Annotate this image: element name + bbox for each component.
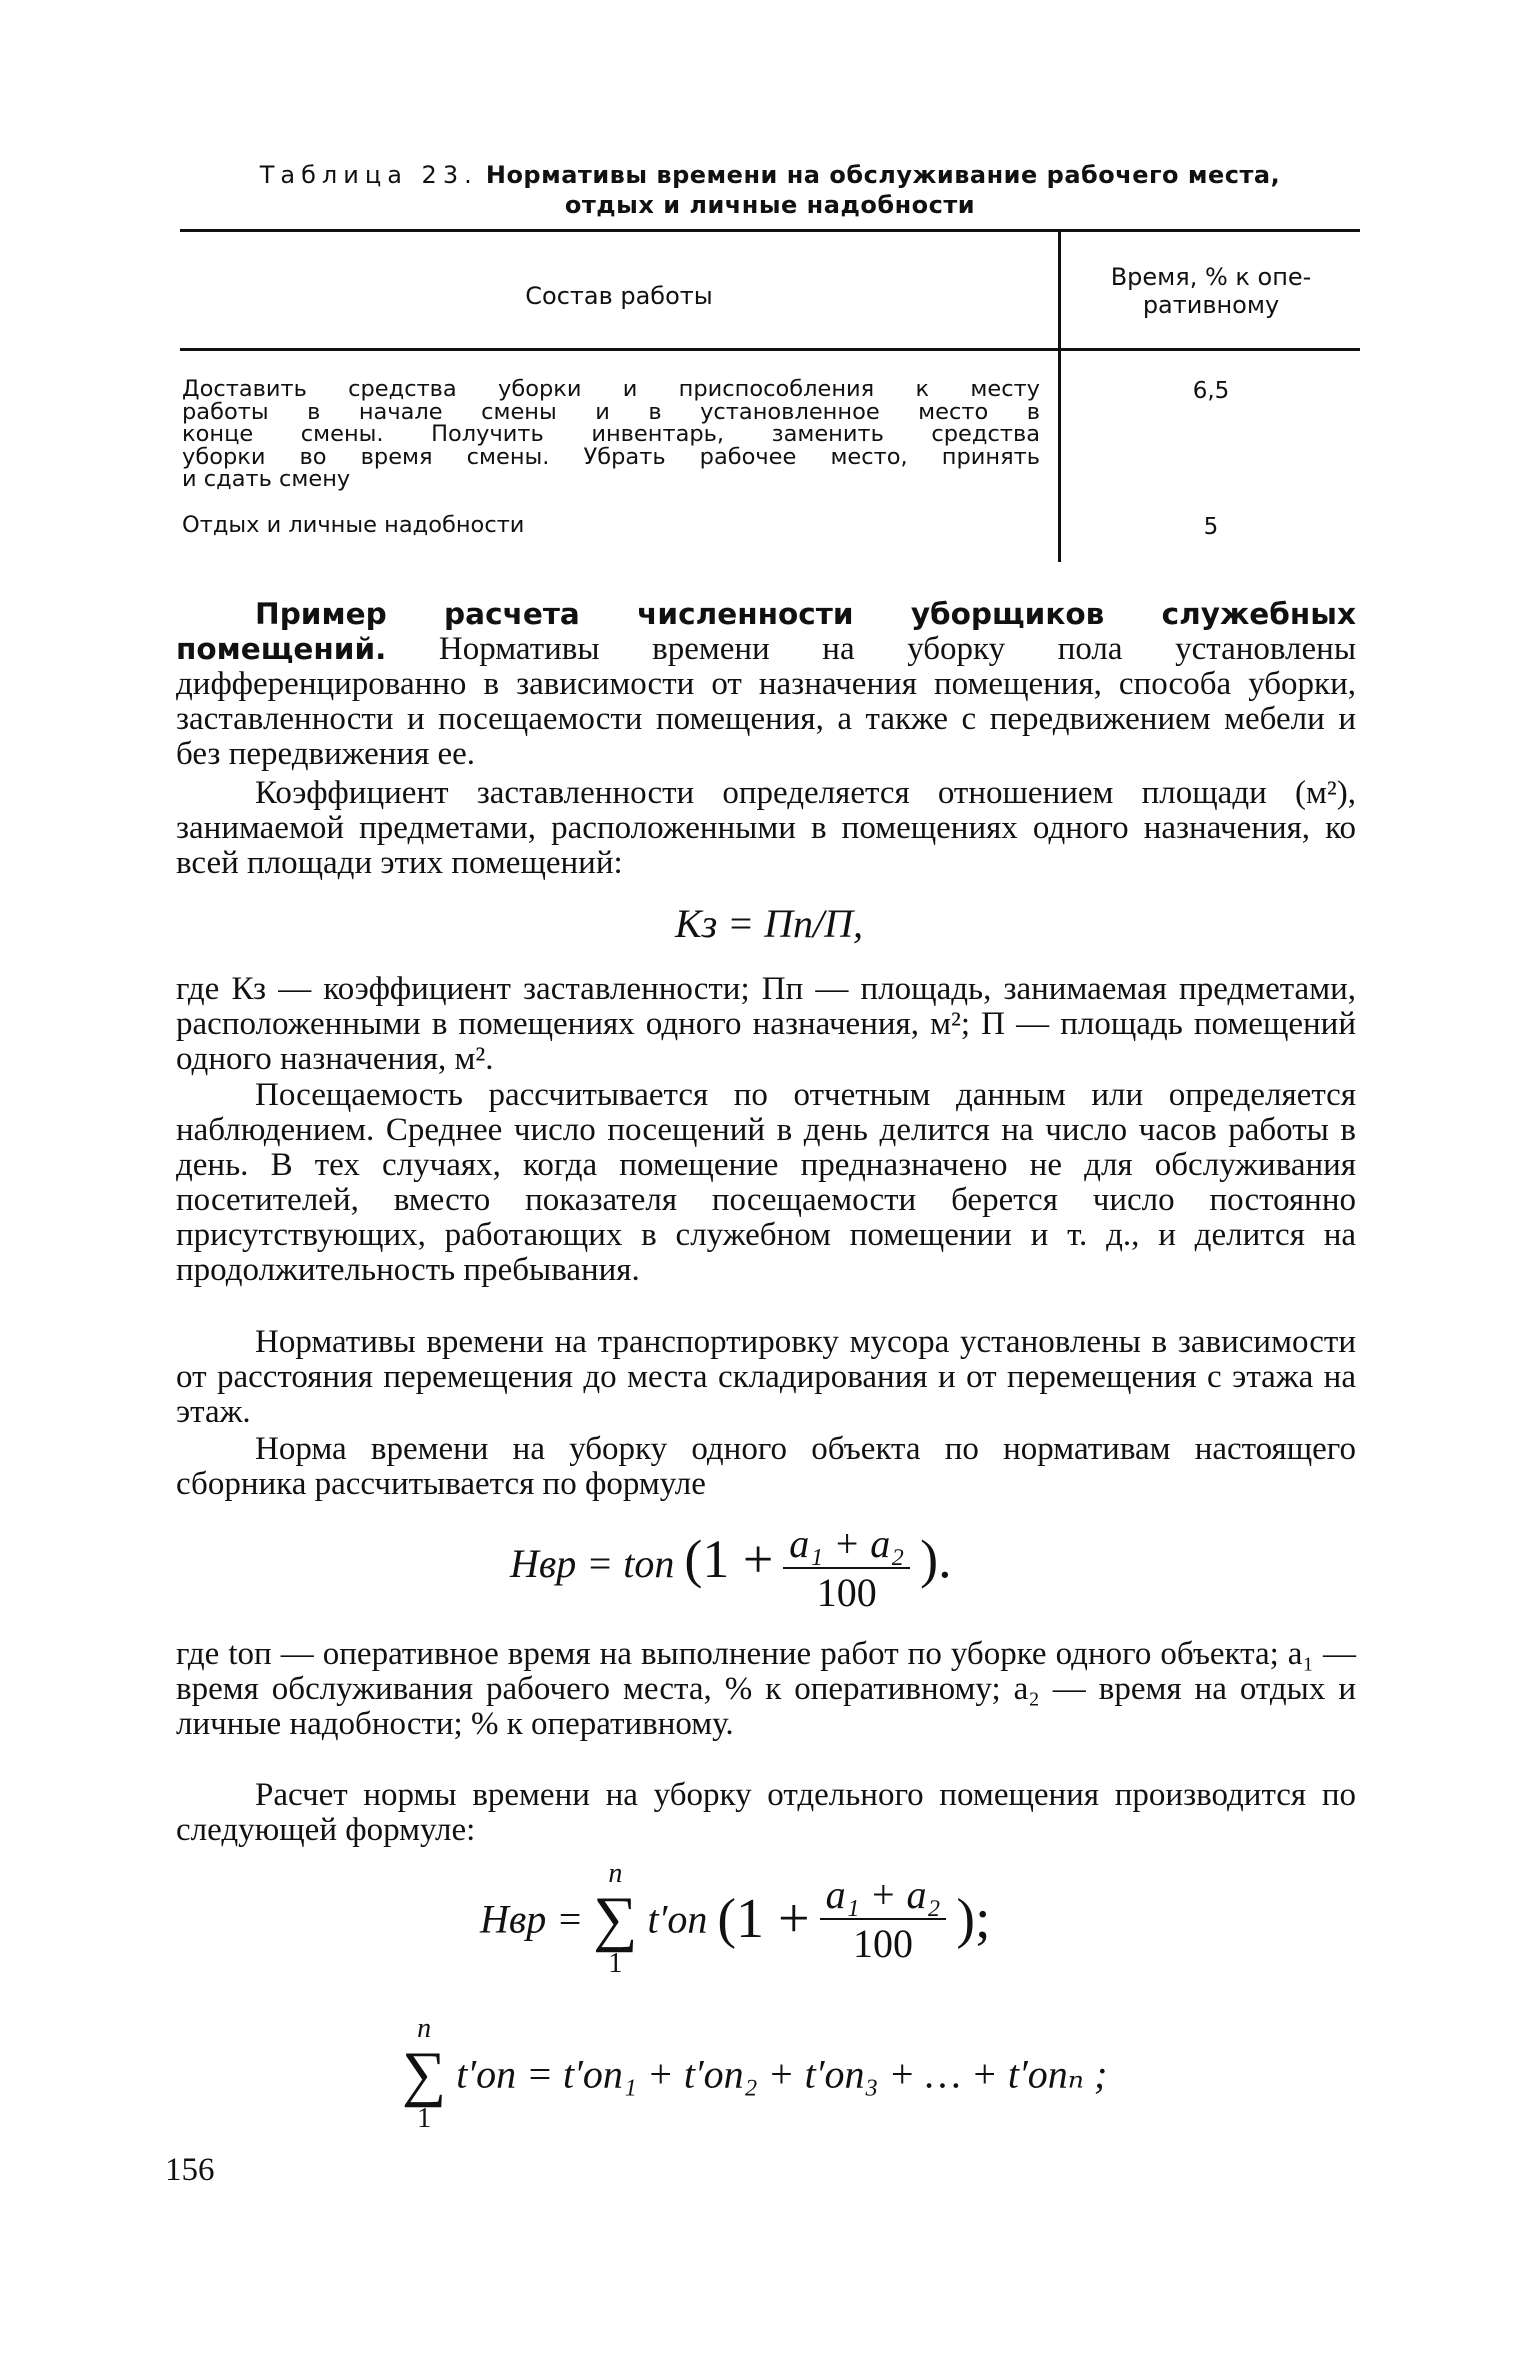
fraction: $\frac{\text{a₁ + a₂}}{100}$ <box>820 1871 947 1967</box>
table-row-2-text: Отдых и личные надобности <box>182 512 525 538</box>
paragraph-room-norm: Расчет нормы времени на уборку отдельного помещения производится по следующей формуле: <box>176 1777 1356 1848</box>
paragraph-attendance: Посещаемость рассчитывается по отчетным данным или определяется наблюдением. Среднее число посещений в день делится на число часов работы в день. В тех случаях, когда помещение предназначено не для обслуживания посетителей, вместо показателя посещаемости берется число постоянно присутствующих, работающих в служебном помещении и т. д., и делится на продолжительность пребывания. <box>176 1077 1356 1288</box>
page-number: 156 <box>165 2152 215 2188</box>
formula-norm-object: Нвр = tоп (1 + $\frac{\text{a₁ + a₂}}{100}$ ). <box>510 1521 952 1615</box>
paragraph-garbage: Нормативы времени на транспортировку мусора установлены в зависимости от расстояния перемещения до места складирования и от перемещения с этажа на этаж. <box>176 1324 1356 1430</box>
table-title-line2: отдых и личные надобности <box>564 191 976 219</box>
table-label: Таблица 23. <box>259 161 478 189</box>
paragraph-heading: Пример расчета численности уборщиков служебных помещений. <box>176 597 1356 666</box>
formula-kz: Кз = Пп/П, <box>675 901 864 946</box>
table-row-1-text: Доставить средства уборки и приспособления к месту работы в начале смены и в установленное место в конце смены. Получить инвентарь, заменить средства уборки во время смены. Убрать рабочее место, принять и сдать смену <box>182 376 1040 492</box>
sigma-icon: ∑ <box>402 2040 447 2108</box>
formula-room-norm: Нвр = n ∑ 1 t′оп (1 + $\frac{\text{a₁ + a₂}}{100}$ ); <box>480 1858 991 1979</box>
table-header-rule <box>180 348 1360 351</box>
table-row-1-value: 6,5 <box>1192 378 1230 404</box>
table-col1-header: Состав работы <box>525 282 713 310</box>
paragraph-example: Пример расчета численности уборщиков служебных помещений. Нормативы времени на уборку пола установлены дифференцированно в зависимости от назначения помещения, способа уборки, заставленности и посещаемости помещения, а также с передвижением мебели и без передвижения ее. <box>176 597 1356 772</box>
formula-sum-top: n ∑ 1 t′оп = t′оп₁ + t′оп₂ + t′оп₃ + … + t′опₙ ; <box>402 2013 1108 2134</box>
paragraph-top-definition: где tоп — оперативное время на выполнение работ по уборке одного объекта; a₁ — время обслуживания рабочего места, % к оперативному; a₂ — время на отдых и личные надобности; % к оперативному. <box>176 1636 1356 1742</box>
sigma-icon: ∑ <box>593 1885 638 1953</box>
table-row-2-value: 5 <box>1203 514 1219 540</box>
paragraph-kz-definition: где Кз — коэффициент заставленности; Пп — площадь, занимаемая предметами, расположенными в помещениях одного назначения, м²; П — площадь помещений одного назначения, м². <box>176 971 1356 1077</box>
table-caption <box>180 160 1360 220</box>
fraction: $\frac{\text{a₁ + a₂}}{100}$ <box>783 1520 910 1616</box>
sum-operator: n ∑ 1 <box>402 2013 447 2134</box>
sum-operator: n ∑ 1 <box>593 1858 638 1979</box>
table-top-rule <box>180 229 1360 232</box>
table-col2-header: Время, % к опе- ративному <box>1110 263 1312 319</box>
table-title-line1: Нормативы времени на обслуживание рабочего места, <box>485 161 1281 189</box>
paragraph-norm-object: Норма времени на уборку одного объекта по нормативам настоящего сборника рассчитывается по формуле <box>176 1431 1356 1502</box>
paragraph-coefficient: Коэффициент заставленности определяется отношением площади (м²), занимаемой предметами, расположенными в помещениях одного назначения, ко всей площади этих помещений: <box>176 775 1356 881</box>
